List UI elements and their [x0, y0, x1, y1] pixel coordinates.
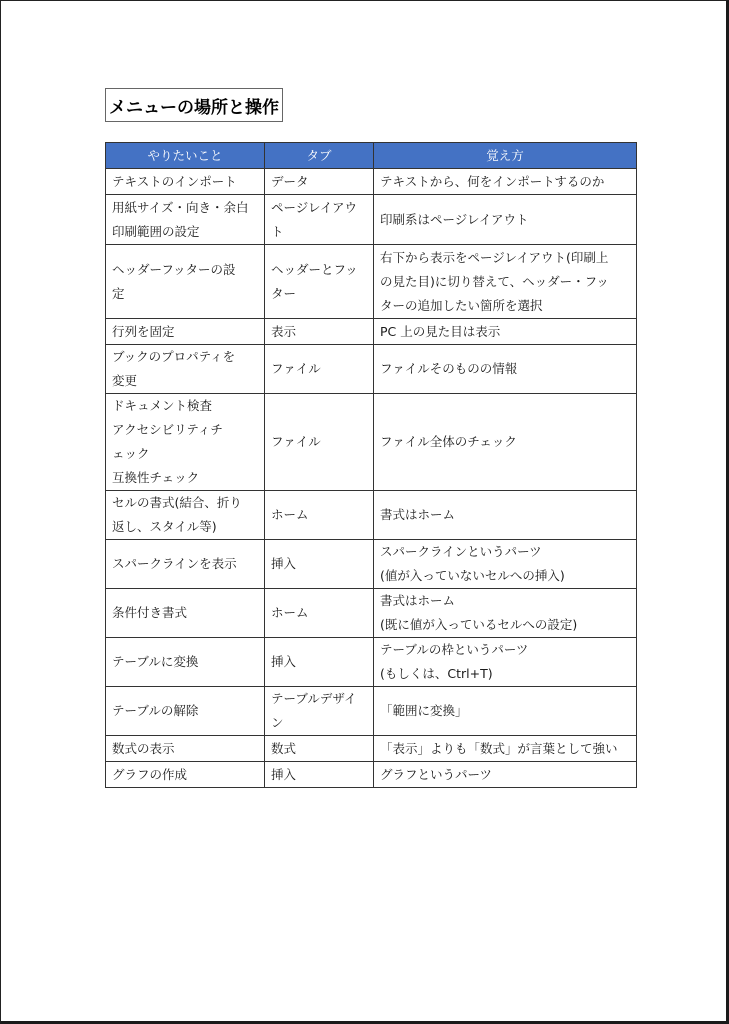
cell-text-line: 印刷系はページレイアウト [380, 211, 529, 227]
cell-memo [374, 245, 637, 319]
cell-tab [265, 195, 374, 245]
cell-task [106, 540, 265, 589]
table-row [106, 245, 637, 319]
table-header-row [106, 143, 637, 169]
cell-text-line: 条件付き書式 [112, 605, 188, 620]
cell-memo [374, 169, 637, 195]
cell-memo [374, 762, 637, 788]
cell-tab [265, 169, 374, 195]
cell-memo [374, 319, 637, 345]
cell-text-line: 互換性チェック [112, 470, 200, 485]
table-row [106, 195, 637, 245]
cell-tab [265, 394, 374, 491]
cell-memo [374, 638, 637, 687]
table-row [106, 638, 637, 687]
cell-text-line: セルの書式(結合、折り [112, 495, 242, 510]
cell-tab [265, 687, 374, 736]
cell-task [106, 762, 265, 788]
cell-text-line: ヘッダーとフッ [271, 261, 358, 277]
cell-text-line: ファイル [271, 434, 321, 449]
table-body [106, 169, 637, 788]
table-row [106, 394, 637, 491]
cell-task [106, 169, 265, 195]
cell-memo [374, 589, 637, 638]
cell-tab [265, 491, 374, 540]
cell-text-line: テキストのインポート [112, 173, 237, 189]
cell-text-line: ェック [112, 446, 150, 461]
cell-text-line: ブックのプロパティを [112, 349, 236, 364]
cell-memo [374, 394, 637, 491]
cell-text-line: グラフの作成 [112, 766, 188, 782]
cell-text-line: データ [271, 173, 309, 189]
cell-text-line: ファイル [271, 361, 321, 376]
cell-text-line: ン [271, 715, 284, 730]
cell-tab [265, 319, 374, 345]
cell-text-line: ページレイアウ [271, 199, 357, 215]
cell-memo [374, 540, 637, 589]
cell-tab [265, 638, 374, 687]
cell-text-line: テーブルデザイ [271, 691, 357, 706]
cell-tab [265, 736, 374, 762]
cell-task [106, 638, 265, 687]
cell-text-line: 返し、スタイル等) [112, 519, 217, 534]
cell-text-line: 定 [112, 285, 125, 301]
cell-text-line: スパークラインを表示 [112, 556, 237, 571]
cell-tab [265, 589, 374, 638]
cell-task [106, 687, 265, 736]
cell-tab [265, 762, 374, 788]
cell-task [106, 319, 265, 345]
cell-text-line: ター [271, 285, 297, 301]
cell-text-line: グラフというパーツ [380, 766, 493, 782]
cell-text-line: 右下から表示をページレイアウト(印刷上 [380, 249, 609, 265]
cell-text-line: ト [271, 223, 284, 239]
cell-tab [265, 345, 374, 394]
cell-text-line: 書式はホーム [380, 507, 456, 522]
cell-text-line: ホーム [271, 605, 309, 620]
table-row [106, 540, 637, 589]
cell-memo [374, 687, 637, 736]
header-memo: 覚え方 [374, 143, 637, 169]
cell-text-line: 数式の表示 [112, 740, 175, 756]
cell-task [106, 195, 265, 245]
cell-text-line: 数式 [271, 740, 297, 756]
page-title: メニューの場所と操作 [105, 88, 283, 122]
table-row [106, 589, 637, 638]
cell-text-line: (既に値が入っているセルへの設定) [380, 617, 578, 632]
cell-text-line: 挿入 [271, 654, 297, 669]
cell-text-line: 印刷範囲の設定 [112, 223, 200, 239]
table-row [106, 762, 637, 788]
cell-text-line: の見た目)に切り替えて、ヘッダー・フッ [380, 273, 609, 289]
cell-text-line: 「範囲に変換」 [380, 703, 468, 718]
cell-text-line: ヘッダーフッターの設 [112, 261, 236, 277]
cell-text-line: 用紙サイズ・向き・余白 [112, 199, 249, 215]
cell-text-line: PC 上の見た目は表示 [380, 323, 501, 339]
cell-text-line: 挿入 [271, 556, 297, 571]
cell-task [106, 589, 265, 638]
table-row [106, 491, 637, 540]
cell-tab [265, 540, 374, 589]
cell-text-line: (値が入っていないセルへの挿入) [380, 568, 565, 583]
table-row [106, 736, 637, 762]
cell-task [106, 736, 265, 762]
cell-text-line: テーブルに変換 [112, 654, 199, 669]
cell-memo [374, 736, 637, 762]
header-task: やりたいこと [106, 143, 265, 169]
cell-text-line: ドキュメント検査 [112, 398, 213, 413]
table-row [106, 169, 637, 195]
cell-text-line: ターの追加したい箇所を選択 [380, 297, 543, 313]
cell-text-line: (もしくは、Ctrl+T) [380, 666, 493, 681]
table-row [106, 687, 637, 736]
cell-tab [265, 245, 374, 319]
cell-text-line: スパークラインというパーツ [380, 544, 542, 559]
cell-task [106, 394, 265, 491]
cell-memo [374, 195, 637, 245]
cell-text-line: 「表示」よりも「数式」が言葉として強い [380, 740, 618, 756]
cell-memo [374, 345, 637, 394]
cell-text-line: テキストから、何をインポートするのか [380, 173, 605, 189]
table-row [106, 345, 637, 394]
cell-text-line: 行列を固定 [112, 323, 175, 339]
cell-text-line: 書式はホーム [380, 593, 456, 608]
cell-text-line: ファイル全体のチェック [380, 434, 517, 449]
cell-text-line: 変更 [112, 373, 138, 388]
cell-memo [374, 491, 637, 540]
cell-text-line: 挿入 [271, 766, 297, 782]
cell-text-line: ホーム [271, 507, 309, 522]
table-row [106, 319, 637, 345]
cell-text-line: 表示 [271, 323, 297, 339]
cell-task [106, 245, 265, 319]
header-tab: タブ [265, 143, 374, 169]
cell-text-line: テーブルの解除 [112, 703, 199, 718]
cell-text-line: テーブルの枠というパーツ [380, 642, 529, 657]
cell-text-line: ファイルそのものの情報 [380, 361, 518, 376]
cell-task [106, 491, 265, 540]
cell-text-line: アクセシビリティチ [112, 422, 223, 437]
cell-task [106, 345, 265, 394]
menu-location-table [105, 142, 637, 788]
